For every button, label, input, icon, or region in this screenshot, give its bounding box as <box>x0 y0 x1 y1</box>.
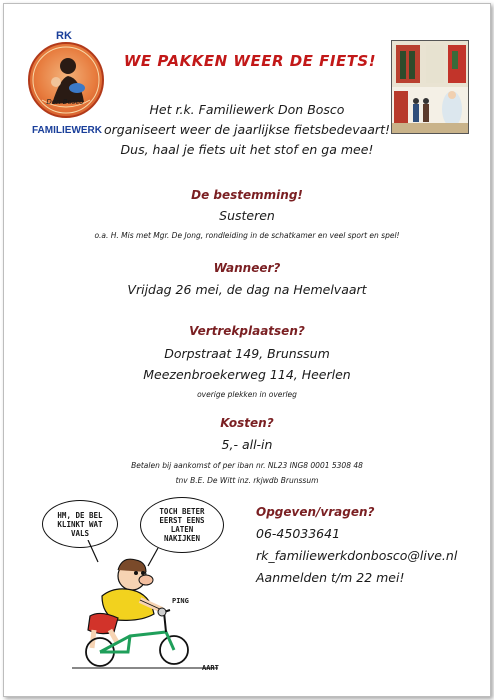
logo-rk-text: RK <box>56 30 72 42</box>
intro-line: Het r.k. Familiewerk Don Bosco <box>149 102 345 117</box>
speech-bubble-left-text: HM, DE BEL KLINKT WAT VALS <box>57 510 103 538</box>
kosten-value: 5,- all-in <box>221 437 273 452</box>
intro-line: Dus, haal je fiets uit het stof en ga mee! <box>120 142 374 157</box>
page-title: WE PAKKEN WEER DE FIETS! <box>123 52 377 70</box>
kosten-note-2: tnv B.E. De Witt inz. rkjwdb Brunssum <box>175 476 319 485</box>
vertrek-note: overige plekken in overleg <box>197 390 297 399</box>
contact-phone: 06-45033641 <box>256 526 341 541</box>
speech-bubble-right-text: TOCH BETER EERST EENS LATEN NAKIJKEN <box>159 507 205 543</box>
kosten-heading: Kosten? <box>220 416 274 430</box>
cartoon-signature: AART <box>202 664 219 672</box>
bestemming-heading: De bestemming! <box>191 188 303 202</box>
wanneer-heading: Wanneer? <box>213 261 281 275</box>
cyclist-cartoon-icon <box>70 540 220 670</box>
intro-text <box>0 100 494 160</box>
logo-familiewerk-text: FAMILIEWERK <box>32 125 102 136</box>
contact-heading: Opgeven/vragen? <box>256 505 375 519</box>
contact-deadline: Aanmelden t/m 22 mei! <box>256 570 405 585</box>
contact-email: rk_familiewerkdonbosco@live.nl <box>256 548 458 563</box>
vertrek-line: Dorpstraat 149, Brunssum <box>164 346 330 361</box>
kosten-note-1: Betalen bij aankomst of per iban nr. NL23 ING8 0001 5308 48 <box>131 461 363 470</box>
logo-ring-text: Don Bosco <box>46 98 84 106</box>
vertrek-line: Meezenbroekerweg 114, Heerlen <box>143 367 351 382</box>
vertrek-heading: Vertrekplaatsen? <box>189 324 305 338</box>
intro-line: organiseert weer de jaarlijkse fietsbedevaart! <box>104 122 390 137</box>
bestemming-value: Susteren <box>219 208 275 223</box>
bestemming-note: o.a. H. Mis met Mgr. De Jong, rondleiding in de schatkamer en veel sport en spel! <box>94 231 400 240</box>
wanneer-value: Vrijdag 26 mei, de dag na Hemelvaart <box>127 282 367 297</box>
ping-sound-text: PING <box>172 597 189 605</box>
